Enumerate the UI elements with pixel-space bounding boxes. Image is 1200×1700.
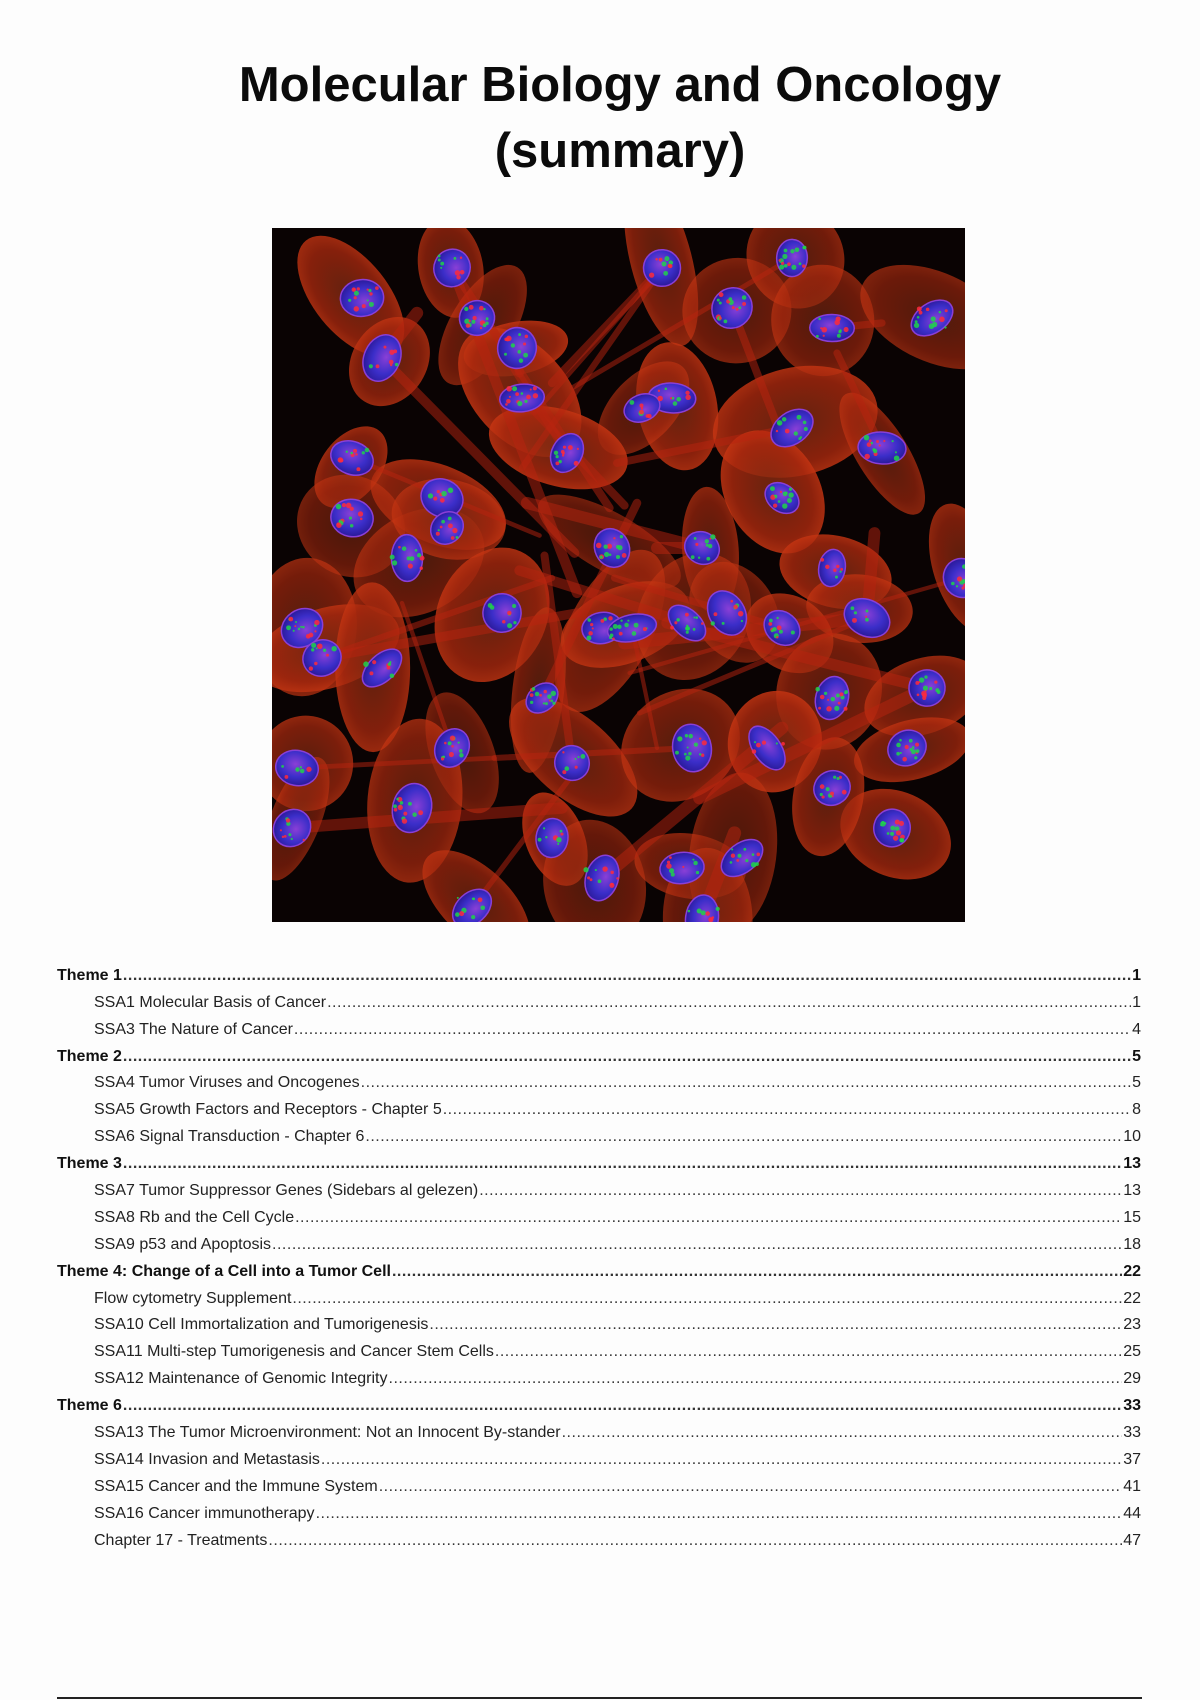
toc-section-entry[interactable] (57, 1415, 1141, 1442)
toc-leader-dots (479, 1182, 1122, 1200)
toc-leader-dots (316, 1505, 1123, 1523)
toc-entry-label: SSA7 Tumor Suppressor Genes (Sidebars al gelezen) (94, 1182, 479, 1200)
toc-section-entry[interactable] (57, 1066, 1141, 1093)
toc-entry-label: SSA4 Tumor Viruses and Oncogenes (94, 1074, 360, 1092)
toc-entry-page-number: 10 (1123, 1128, 1141, 1146)
toc-theme-entry[interactable] (57, 1388, 1141, 1415)
toc-leader-dots (295, 1209, 1122, 1227)
toc-entry-label: Theme 1 (57, 966, 122, 984)
toc-entry-label: Theme 2 (57, 1047, 122, 1065)
toc-entry-page-number: 25 (1123, 1343, 1141, 1361)
toc-entry-label: SSA16 Cancer immunotherapy (94, 1504, 315, 1522)
toc-entry-page-number: 8 (1132, 1101, 1141, 1119)
toc-section-entry[interactable] (57, 1281, 1141, 1308)
toc-entry-label: SSA8 Rb and the Cell Cycle (94, 1208, 295, 1226)
toc-leader-dots (361, 1074, 1131, 1092)
toc-theme-entry[interactable] (57, 1039, 1141, 1066)
toc-leader-dots (292, 1290, 1122, 1308)
toc-section-entry[interactable] (57, 985, 1141, 1012)
toc-entry-label: SSA12 Maintenance of Genomic Integrity (94, 1370, 388, 1388)
toc-leader-dots (123, 967, 1131, 985)
toc-section-entry[interactable] (57, 1523, 1141, 1550)
toc-leader-dots (327, 994, 1131, 1012)
toc-entry-label: SSA6 Signal Transduction - Chapter 6 (94, 1128, 365, 1146)
toc-entry-label: SSA11 Multi-step Tumorigenesis and Cancer Stem Cells (94, 1343, 494, 1361)
toc-entry-page-number: 18 (1123, 1235, 1141, 1253)
toc-entry-page-number: 41 (1123, 1477, 1141, 1495)
toc-section-entry[interactable] (57, 1119, 1141, 1146)
toc-entry-page-number: 13 (1123, 1182, 1141, 1200)
table-of-contents (57, 958, 1141, 1550)
toc-entry-page-number: 33 (1123, 1424, 1141, 1442)
toc-entry-page-number: 1 (1132, 966, 1141, 984)
toc-section-entry[interactable] (57, 1361, 1141, 1388)
toc-leader-dots (272, 1236, 1122, 1254)
toc-entry-label: SSA15 Cancer and the Immune System (94, 1477, 378, 1495)
toc-entry-page-number: 15 (1123, 1208, 1141, 1226)
toc-leader-dots (321, 1451, 1122, 1469)
toc-leader-dots (389, 1370, 1123, 1388)
document-title (0, 52, 1200, 184)
toc-leader-dots (365, 1128, 1122, 1146)
toc-leader-dots (379, 1478, 1123, 1496)
toc-entry-page-number: 5 (1132, 1074, 1141, 1092)
toc-section-entry[interactable] (57, 1442, 1141, 1469)
toc-entry-label: SSA1 Molecular Basis of Cancer (94, 993, 327, 1011)
toc-entry-page-number: 33 (1123, 1397, 1141, 1415)
toc-theme-entry[interactable] (57, 958, 1141, 985)
toc-leader-dots (429, 1316, 1122, 1334)
cover-microscopy-image (272, 228, 965, 922)
toc-section-entry[interactable] (57, 1469, 1141, 1496)
toc-theme-entry[interactable] (57, 1254, 1141, 1281)
toc-section-entry[interactable] (57, 1092, 1141, 1119)
toc-section-entry[interactable] (57, 1496, 1141, 1523)
toc-entry-label: SSA3 The Nature of Cancer (94, 1020, 293, 1038)
toc-entry-label: SSA14 Invasion and Metastasis (94, 1450, 320, 1468)
toc-leader-dots (123, 1048, 1131, 1066)
toc-leader-dots (294, 1021, 1131, 1039)
toc-entry-label: Theme 3 (57, 1155, 122, 1173)
toc-leader-dots (443, 1101, 1131, 1119)
toc-entry-page-number: 23 (1123, 1316, 1141, 1334)
toc-entry-page-number: 22 (1123, 1289, 1141, 1307)
toc-entry-page-number: 47 (1123, 1531, 1141, 1549)
toc-section-entry[interactable] (57, 1334, 1141, 1361)
toc-entry-page-number: 1 (1132, 993, 1141, 1011)
toc-section-entry[interactable] (57, 1200, 1141, 1227)
toc-entry-page-number: 22 (1123, 1262, 1141, 1280)
toc-entry-page-number: 29 (1123, 1370, 1141, 1388)
toc-leader-dots (123, 1397, 1122, 1415)
toc-entry-label: SSA9 p53 and Apoptosis (94, 1235, 272, 1253)
toc-leader-dots (123, 1155, 1122, 1173)
toc-entry-label: SSA5 Growth Factors and Receptors - Chapter 5 (94, 1101, 442, 1119)
toc-entry-label: Flow cytometry Supplement (94, 1289, 292, 1307)
toc-entry-label: Theme 4: Change of a Cell into a Tumor Cell (57, 1262, 391, 1280)
toc-theme-entry[interactable] (57, 1146, 1141, 1173)
toc-entry-label: SSA13 The Tumor Microenvironment: Not an Innocent By-stander (94, 1424, 561, 1442)
toc-section-entry[interactable] (57, 1227, 1141, 1254)
toc-entry-page-number: 37 (1123, 1450, 1141, 1468)
toc-entry-label: Chapter 17 - Treatments (94, 1531, 268, 1549)
toc-leader-dots (562, 1424, 1123, 1442)
document-title-line-2: (summary) (494, 124, 746, 178)
toc-section-entry[interactable] (57, 1173, 1141, 1200)
toc-entry-label: SSA10 Cell Immortalization and Tumorigenesis (94, 1316, 429, 1334)
fluorescence-microscopy-cells-image (272, 228, 965, 922)
toc-section-entry[interactable] (57, 1012, 1141, 1039)
toc-entry-label: Theme 6 (57, 1397, 122, 1415)
toc-entry-page-number: 4 (1132, 1020, 1141, 1038)
toc-entry-page-number: 13 (1123, 1155, 1141, 1173)
page-footer-rule (57, 1697, 1142, 1699)
toc-section-entry[interactable] (57, 1308, 1141, 1335)
toc-leader-dots (268, 1532, 1122, 1550)
document-title-line-1: Molecular Biology and Oncology (238, 58, 1002, 112)
toc-leader-dots (392, 1263, 1122, 1281)
toc-entry-page-number: 5 (1132, 1047, 1141, 1065)
toc-leader-dots (495, 1343, 1122, 1361)
toc-entry-page-number: 44 (1123, 1504, 1141, 1522)
